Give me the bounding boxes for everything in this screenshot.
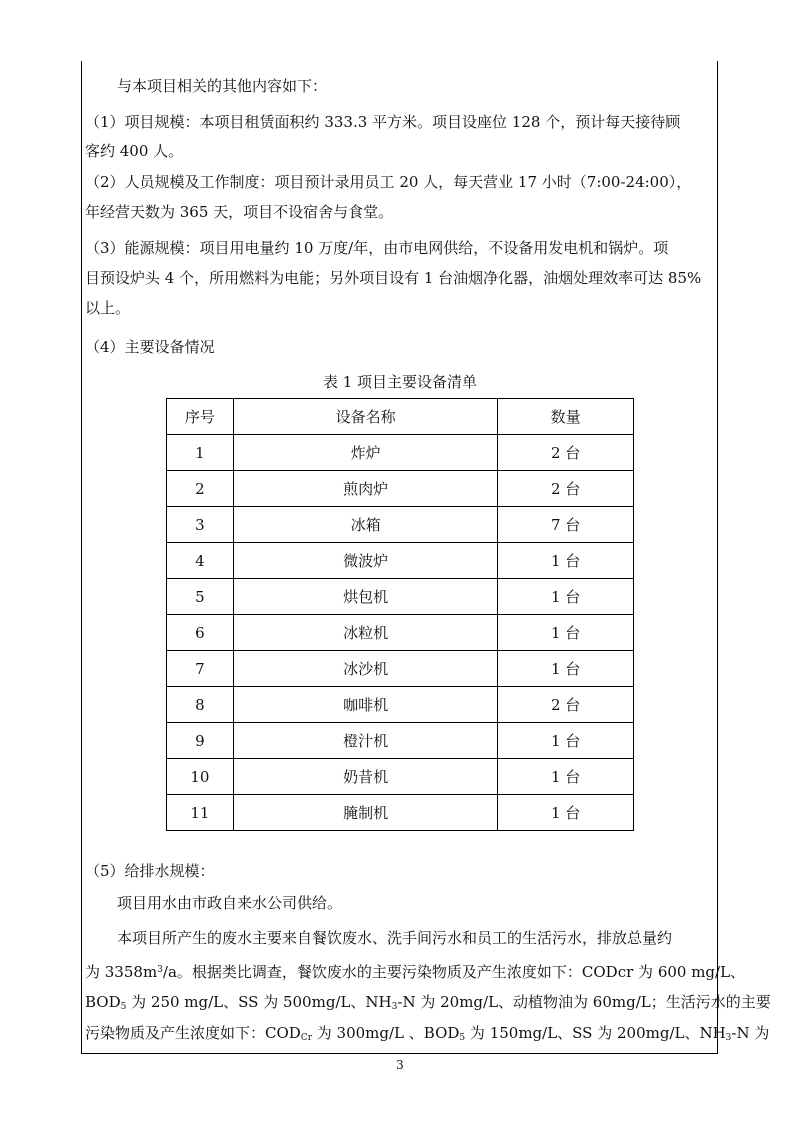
row-index: 8 [167,687,234,723]
row-index: 10 [167,759,234,795]
row-equipment: 冰沙机 [233,651,497,687]
table-row [167,615,634,651]
row-quantity: 2 台 [498,471,634,507]
cod-subscript: Cr [300,1033,313,1043]
row-equipment: 炸炉 [233,435,497,471]
row-index: 3 [167,507,234,543]
header-index: 序号 [167,399,234,435]
row-quantity: 1 台 [498,579,634,615]
row-quantity: 2 台 [498,687,634,723]
table-row [167,723,634,759]
row-equipment: 腌制机 [233,795,497,831]
cubic-superscript: 3 [157,965,163,975]
table-row [167,759,634,795]
row-equipment: 冰箱 [233,507,497,543]
table-row [167,687,634,723]
table-row [167,543,634,579]
page-number: 3 [396,1058,404,1072]
row-quantity: 2 台 [498,435,634,471]
nh3-subscript: 3 [725,1033,732,1043]
row-equipment: 微波炉 [233,543,497,579]
water-line-5-b: 为 300mg/L 、BOD [312,1024,460,1042]
row-equipment: 冰粒机 [233,615,497,651]
water-line-5-a: 污染物质及产生浓度如下：COD [85,1024,301,1042]
table-row [167,471,634,507]
water-line-4-a: BOD [85,993,121,1011]
water-line-3-a: 为 3358m [85,963,158,981]
row-quantity: 1 台 [498,543,634,579]
row-equipment: 橙汁机 [233,723,497,759]
water-line-5-c: 为 150mg/L、SS 为 200mg/L、NH [465,1024,726,1042]
row-quantity: 7 台 [498,507,634,543]
header-equipment-name: 设备名称 [233,399,497,435]
row-equipment: 咖啡机 [233,687,497,723]
table-row [167,651,634,687]
water-line-3-b: /a。根据类比调查，餐饮废水的主要污染物质及产生浓度如下：CODcr 为 600 mg/L、 [162,963,746,981]
table-caption: 表 1 项目主要设备清单 [322,373,478,391]
row-index: 7 [167,651,234,687]
bod-subscript: 5 [120,1002,127,1012]
row-index: 11 [167,795,234,831]
water-line-5-d: -N 为 [731,1024,770,1042]
table-row [167,795,634,831]
row-quantity: 1 台 [498,723,634,759]
row-quantity: 1 台 [498,651,634,687]
table-row [167,507,634,543]
table-header-row [167,399,634,435]
row-equipment: 煎肉炉 [233,471,497,507]
table-row [167,435,634,471]
row-equipment: 烘包机 [233,579,497,615]
row-index: 6 [167,615,234,651]
row-quantity: 1 台 [498,615,634,651]
row-index: 4 [167,543,234,579]
nh3-subscript: 3 [391,1002,398,1012]
row-index: 5 [167,579,234,615]
row-quantity: 1 台 [498,795,634,831]
table-row [167,579,634,615]
row-index: 9 [167,723,234,759]
row-index: 1 [167,435,234,471]
bod-subscript: 5 [459,1033,466,1043]
equipment-table [166,398,634,831]
water-line-4-c: -N 为 20mg/L、动植物油为 60mg/L；生活污水的主要 [397,993,771,1011]
row-equipment: 奶昔机 [233,759,497,795]
header-quantity: 数量 [498,399,634,435]
row-index: 2 [167,471,234,507]
row-quantity: 1 台 [498,759,634,795]
water-line-4-b: 为 250 mg/L、SS 为 500mg/L、NH [126,993,392,1011]
